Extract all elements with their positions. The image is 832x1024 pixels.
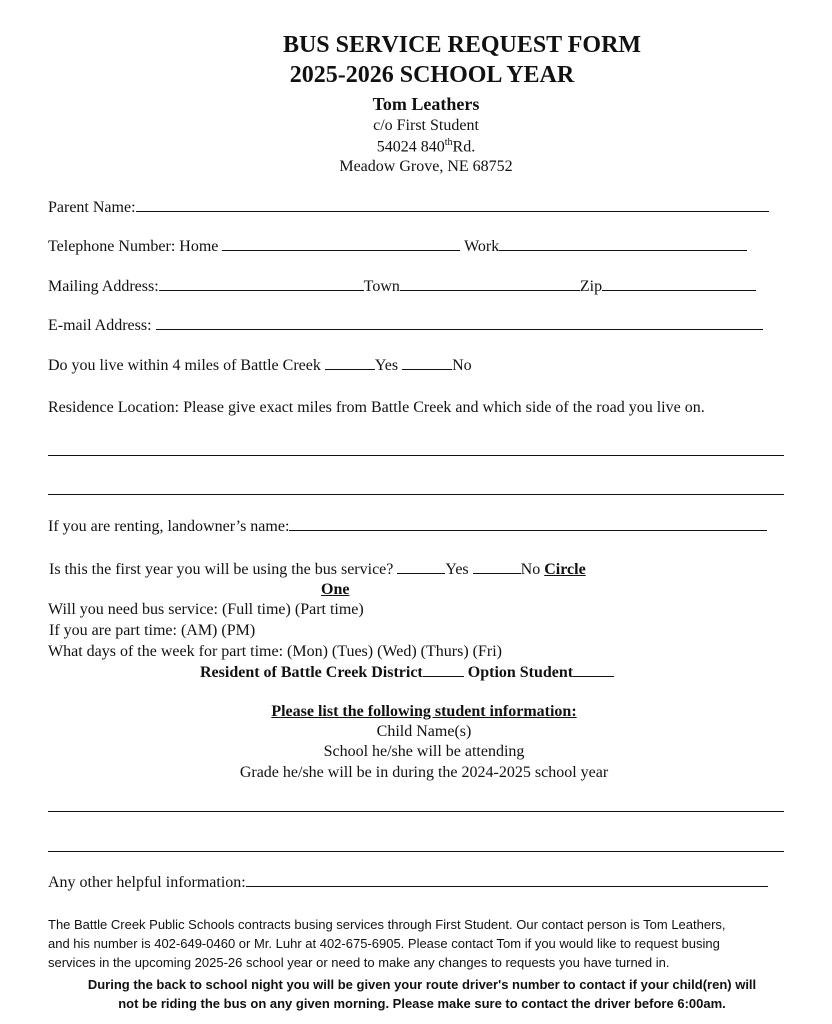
circle-one-label: Circle — [544, 561, 586, 578]
option-student-field[interactable] — [573, 663, 614, 677]
within-miles-yes-label: Yes — [374, 357, 399, 374]
child-names-label: Child Name(s) — [376, 723, 472, 740]
part-time-question: If you are part time: (AM) (PM) — [49, 622, 256, 639]
student-info-line-2[interactable] — [48, 851, 784, 852]
footer-notice — [6, 975, 832, 1013]
first-year-row — [49, 560, 586, 579]
school-year-title — [16, 62, 832, 89]
contact-street — [10, 137, 832, 156]
within-miles-label: Do you live within 4 miles of Battle Creek — [48, 357, 321, 374]
other-info-field[interactable] — [246, 873, 768, 887]
footer-notice-line: During the back to school night you will be given your route driver's number to contact if your child(ren) will — [87, 977, 757, 992]
email-row — [48, 316, 763, 335]
residency-row — [200, 663, 614, 682]
within-miles-no-field[interactable] — [402, 356, 452, 370]
residence-location-label: Residence Location: Please give exact miles from Battle Creek and which side of the road you live on. — [48, 399, 705, 416]
mailing-address-label: Mailing Address: — [48, 278, 159, 295]
footer-notice-line: not be riding the bus on any given morning. Please make sure to contact the driver before 6:00am. — [118, 996, 726, 1011]
landowner-field[interactable] — [289, 517, 767, 531]
contact-name: Tom Leathers — [372, 94, 480, 114]
mailing-address-field[interactable] — [159, 277, 364, 291]
other-info-row — [48, 873, 768, 892]
footer-paragraph-line: services in the upcoming 2025-26 school year or need to make any changes to requests you have turned in. — [48, 955, 670, 970]
footer-paragraph-line: The Battle Creek Public Schools contracts busing services through First Student. Our contact person is Tom Leathers, — [48, 917, 726, 932]
title-line-2: 2025-2026 SCHOOL YEAR — [289, 62, 575, 88]
service-type-question: Will you need bus service: (Full time) (Part time) — [48, 601, 364, 618]
form-title — [46, 32, 832, 59]
footer-paragraph — [48, 915, 726, 972]
town-label: Town — [363, 278, 400, 295]
street-road: Rd. — [452, 138, 476, 156]
other-info-label: Any other helpful information: — [48, 874, 246, 891]
title-line-1: BUS SERVICE REQUEST FORM — [282, 32, 642, 58]
contact-city: Meadow Grove, NE 68752 — [339, 158, 513, 175]
days-question: What days of the week for part time: (Mon) (Tues) (Wed) (Thurs) (Fri) — [48, 643, 502, 660]
footer-paragraph-line: and his number is 402-649-0460 or Mr. Luhr at 402-675-6905. Please contact Tom if you would like to request busing — [48, 936, 720, 951]
first-year-no-label: No — [520, 561, 541, 578]
telephone-work-field[interactable] — [499, 237, 747, 251]
street-suffix: th — [444, 137, 453, 148]
telephone-home-label: Telephone Number: Home — [48, 238, 219, 255]
zip-label: Zip — [579, 278, 603, 295]
residence-line-2[interactable] — [48, 494, 784, 495]
zip-field[interactable] — [602, 277, 756, 291]
within-miles-row — [48, 356, 472, 375]
first-year-yes-field[interactable] — [397, 560, 445, 574]
within-miles-no-label: No — [452, 357, 472, 374]
telephone-home-field[interactable] — [222, 237, 460, 251]
parent-name-label: Parent Name: — [48, 199, 136, 216]
mailing-address-row — [48, 277, 756, 296]
town-field[interactable] — [400, 277, 580, 291]
option-student-label: Option Student — [467, 664, 574, 681]
resident-label: Resident of Battle Creek District — [200, 664, 423, 681]
residence-line-1[interactable] — [48, 455, 784, 456]
first-year-no-field[interactable] — [473, 560, 521, 574]
grade-label: Grade he/she will be in during the 2024-2025 school year — [239, 764, 609, 781]
contact-company: c/o First Student — [373, 117, 479, 134]
landowner-label: If you are renting, landowner’s name: — [48, 518, 290, 535]
street-number: 54024 840 — [376, 138, 445, 156]
telephone-work-label: Work — [464, 238, 500, 255]
telephone-row — [48, 237, 747, 256]
student-info-heading: Please list the following student information: — [271, 703, 577, 720]
within-miles-yes-field[interactable] — [325, 356, 375, 370]
parent-name-field[interactable] — [136, 198, 769, 212]
first-year-yes-label: Yes — [445, 561, 469, 578]
school-label: School he/she will be attending — [323, 743, 525, 760]
email-field[interactable] — [156, 316, 763, 330]
student-info-line-1[interactable] — [48, 811, 784, 812]
email-label: E-mail Address: — [48, 317, 152, 334]
circle-one-label-2: One — [321, 581, 350, 598]
landowner-row — [48, 517, 767, 536]
resident-field[interactable] — [423, 663, 464, 677]
first-year-label: Is this the first year you will be using the bus service? — [49, 561, 394, 578]
parent-name-row — [48, 198, 769, 217]
